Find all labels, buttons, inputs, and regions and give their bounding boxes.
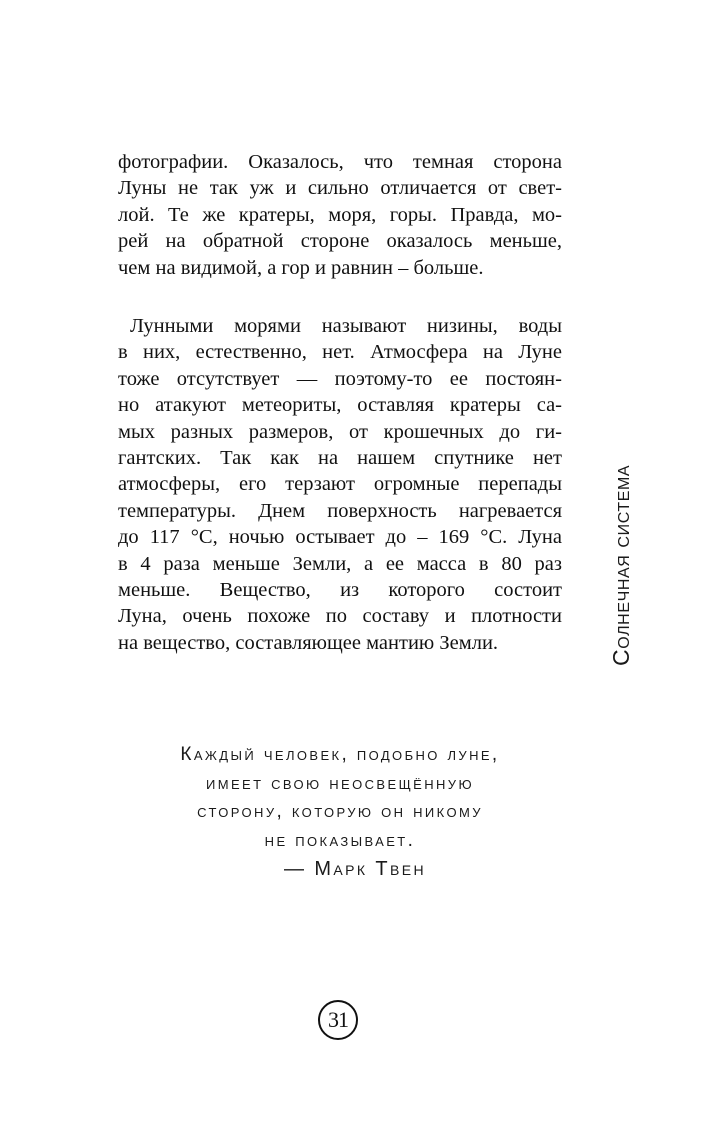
text-line: тоже отсутствует — поэтому-то ее постоян- — [118, 367, 562, 390]
paragraph-moon-seas — [118, 313, 562, 656]
text-line: мых разных размеров, от крошечных до ги- — [118, 420, 562, 443]
text-line: Лунными морями называют низины, воды — [130, 315, 562, 337]
text-line: до 117 °С, ночью остывает до – 169 °С. Луна — [118, 526, 562, 549]
epigraph-quote — [100, 741, 580, 884]
text-line: чем на видимой, а гор и равнин – больше. — [118, 256, 484, 279]
text-line: Луна, очень похоже по составу и плотности — [118, 605, 562, 628]
text-line: атмосферы, его терзают огромные перепады — [118, 473, 562, 496]
text-line: рей на обратной стороне оказалось меньше, — [118, 230, 562, 253]
quote-author: — Марк Твен — [283, 858, 426, 880]
text-line: фотографии. Оказалось, что темная сторона — [118, 151, 562, 173]
page-number: 31 — [328, 1007, 348, 1032]
text-line: гантских. Так как на нашем спутнике нет — [118, 447, 562, 470]
section-title-vertical: Солнечная система — [608, 464, 634, 666]
quote-line: имеет свою неосвещённую — [205, 772, 475, 794]
text-line: в них, естественно, нет. Атмосфера на Луне — [118, 341, 562, 364]
text-line: на вещество, составляющее мантию Земли. — [118, 631, 499, 654]
quote-line: не показывает. — [264, 829, 416, 851]
text-line: лой. Те же кратеры, моря, горы. Правда, мо- — [118, 203, 562, 226]
text-line: но атакуют метеориты, оставляя кратеры са- — [118, 394, 562, 417]
quote-line: Каждый человек, подобно луне, — [180, 744, 500, 765]
paragraph-continuation — [118, 149, 562, 281]
text-line: в 4 раза меньше Земли, а ее масса в 80 раз — [118, 552, 562, 575]
page-number-badge — [318, 1000, 358, 1040]
quote-line: сторону, которую он никому — [197, 801, 483, 822]
text-line: меньше. Вещество, из которого состоит — [118, 579, 562, 602]
text-line: Луны не так уж и сильно отличается от свет- — [118, 177, 562, 200]
text-line: температуры. Днем поверхность нагревается — [118, 499, 562, 522]
